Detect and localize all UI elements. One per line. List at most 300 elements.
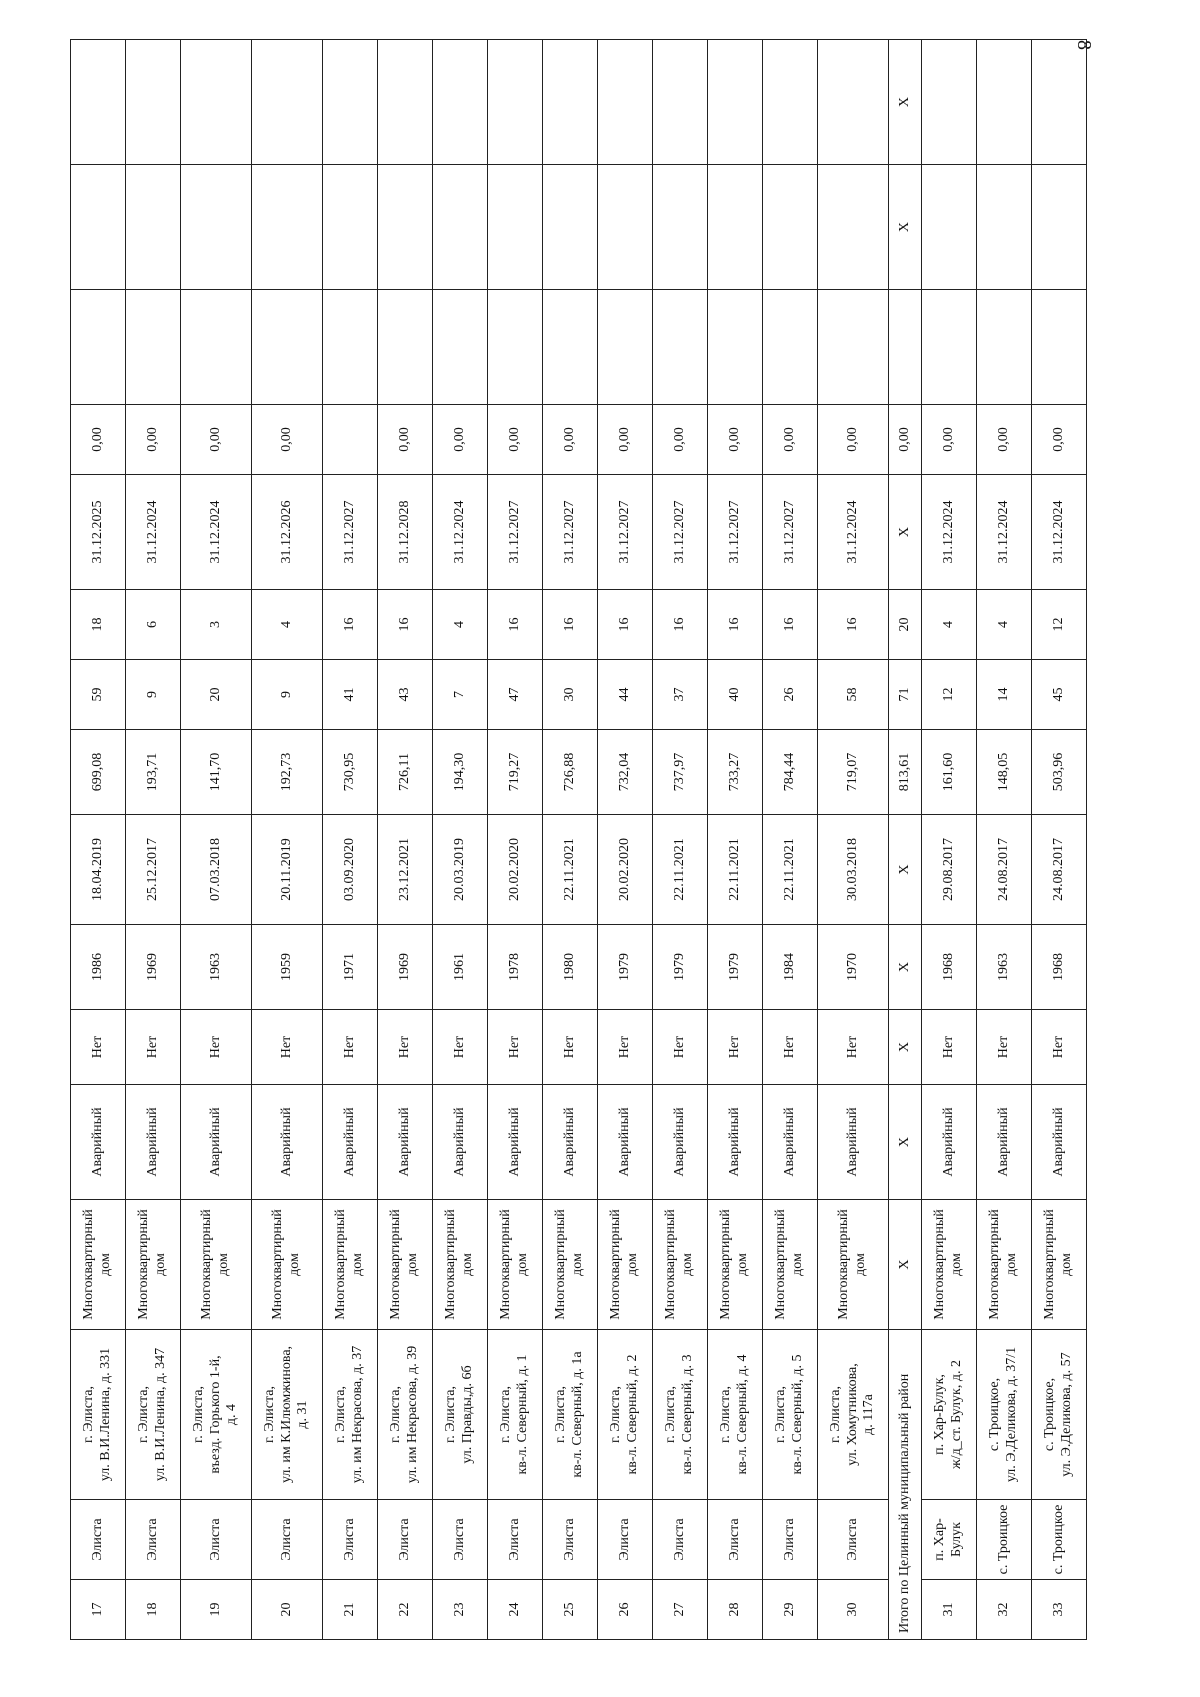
table-cell: 12 (1032, 590, 1087, 660)
table-cell: Элиста (653, 1500, 708, 1580)
table-cell: 732,04 (598, 730, 653, 815)
table-cell (378, 165, 433, 290)
table-row (1032, 40, 1087, 1640)
table-cell: 0,00 (763, 405, 818, 475)
table-cell: Нет (252, 1010, 323, 1085)
table-cell: Х (889, 1085, 922, 1200)
table-cell (763, 165, 818, 290)
table-cell: 726,11 (378, 730, 433, 815)
table-cell (252, 165, 323, 290)
table-cell: Многоквартирный дом (543, 1200, 598, 1330)
table-cell: 1980 (543, 925, 598, 1010)
table-cell: г. Элиста, кв-л. Северный, д. 4 (708, 1330, 763, 1500)
table-cell (433, 165, 488, 290)
table-cell: 1970 (818, 925, 889, 1010)
table-cell: 0,00 (71, 405, 126, 475)
table-cell: Х (889, 815, 922, 925)
table-cell: 9 (252, 660, 323, 730)
table-cell: Многоквартирный дом (1032, 1200, 1087, 1330)
table-cell: с. Троицкое, ул. Э.Деликова, д. 37/1 (977, 1330, 1032, 1500)
table-cell: 16 (653, 590, 708, 660)
table-cell: п. Хар-Булук (922, 1500, 977, 1580)
table-cell (1032, 40, 1087, 165)
table-cell: 59 (71, 660, 126, 730)
table-cell: 733,27 (708, 730, 763, 815)
table-cell: Аварийный (543, 1085, 598, 1200)
table-cell: 31.12.2024 (433, 475, 488, 590)
table-row (252, 40, 323, 1640)
table-cell: 40 (708, 660, 763, 730)
table-cell: Нет (543, 1010, 598, 1085)
table-row (488, 40, 543, 1640)
table-cell: 07.03.2018 (181, 815, 252, 925)
table-cell: 23 (433, 1580, 488, 1640)
table-cell: 1963 (181, 925, 252, 1010)
table-cell: 16 (763, 590, 818, 660)
table-cell: 18.04.2019 (71, 815, 126, 925)
table-cell: 813,61 (889, 730, 922, 815)
table-cell: г. Элиста, ул. им Некрасова, д. 37 (323, 1330, 378, 1500)
table-cell: 16 (708, 590, 763, 660)
table-cell: 31.12.2024 (977, 475, 1032, 590)
table-cell: Нет (922, 1010, 977, 1085)
table-cell: 58 (818, 660, 889, 730)
table-cell: 22.11.2021 (543, 815, 598, 925)
table-cell: 1969 (126, 925, 181, 1010)
table-cell: 41 (323, 660, 378, 730)
table-cell: 4 (252, 590, 323, 660)
table-cell (922, 40, 977, 165)
table-cell: 24.08.2017 (977, 815, 1032, 925)
table-cell: Элиста (71, 1500, 126, 1580)
table-cell: 25 (543, 1580, 598, 1640)
table-cell: 9 (126, 660, 181, 730)
table-cell: 23.12.2021 (378, 815, 433, 925)
table-cell (977, 165, 1032, 290)
table-cell: 31.12.2028 (378, 475, 433, 590)
table-cell: 31 (922, 1580, 977, 1640)
total-row (889, 40, 922, 1640)
table-cell: Многоквартирный дом (71, 1200, 126, 1330)
table-cell: 20 (181, 660, 252, 730)
table-cell: Нет (763, 1010, 818, 1085)
table-cell: Аварийный (252, 1085, 323, 1200)
table-cell: Аварийный (708, 1085, 763, 1200)
table-cell: г. Элиста, кв-л. Северный, д. 5 (763, 1330, 818, 1500)
table-cell (598, 165, 653, 290)
table-cell (708, 290, 763, 405)
table-cell: Аварийный (763, 1085, 818, 1200)
table-cell: Многоквартирный дом (181, 1200, 252, 1330)
table-cell (1032, 290, 1087, 405)
table-body (71, 40, 1087, 1640)
table-row (126, 40, 181, 1640)
table-cell (71, 165, 126, 290)
table-cell: 192,73 (252, 730, 323, 815)
table-cell: 31.12.2024 (818, 475, 889, 590)
table-cell: с. Троицкое (977, 1500, 1032, 1580)
table-cell (181, 40, 252, 165)
table-cell: Многоквартирный дом (252, 1200, 323, 1330)
table-cell (323, 40, 378, 165)
table-cell (126, 40, 181, 165)
table-cell: Нет (977, 1010, 1032, 1085)
table-cell: Многоквартирный дом (922, 1200, 977, 1330)
table-cell: 1963 (977, 925, 1032, 1010)
table-cell (488, 165, 543, 290)
table-cell (323, 405, 378, 475)
table-cell: Элиста (126, 1500, 181, 1580)
table-cell: 31.12.2027 (653, 475, 708, 590)
table-cell: 0,00 (653, 405, 708, 475)
table-cell: Нет (71, 1010, 126, 1085)
table-cell: Аварийный (598, 1085, 653, 1200)
table-cell: Нет (323, 1010, 378, 1085)
emergency-housing-table (70, 39, 1087, 1640)
table-cell: 22.11.2021 (708, 815, 763, 925)
table-cell: 32 (977, 1580, 1032, 1640)
table-cell: Нет (378, 1010, 433, 1085)
table-cell: 31.12.2027 (598, 475, 653, 590)
table-cell: г. Элиста, кв-л. Северный, д. 3 (653, 1330, 708, 1500)
table-cell: 22.11.2021 (763, 815, 818, 925)
table-cell (433, 290, 488, 405)
table-cell: 1978 (488, 925, 543, 1010)
table-cell: 25.12.2017 (126, 815, 181, 925)
table-cell: 737,97 (653, 730, 708, 815)
table-cell: 16 (543, 590, 598, 660)
table-cell: Многоквартирный дом (977, 1200, 1032, 1330)
table-cell: 03.09.2020 (323, 815, 378, 925)
table-cell: 0,00 (488, 405, 543, 475)
table-cell: 148,05 (977, 730, 1032, 815)
table-cell: Аварийный (818, 1085, 889, 1200)
table-cell: 0,00 (378, 405, 433, 475)
table-cell (378, 290, 433, 405)
table-cell: 31.12.2027 (543, 475, 598, 590)
table-cell: 18 (126, 1580, 181, 1640)
table-cell (323, 165, 378, 290)
table-cell: 141,70 (181, 730, 252, 815)
table-cell (488, 40, 543, 165)
table-cell: г. Элиста, ул. Хомутникова, д. 117а (818, 1330, 889, 1500)
table-cell: Элиста (543, 1500, 598, 1580)
table-cell: 194,30 (433, 730, 488, 815)
table-cell: 31.12.2024 (1032, 475, 1087, 590)
table-row (653, 40, 708, 1640)
table-cell: г. Элиста, ул. им К.Илюмжинова, д. 31 (252, 1330, 323, 1500)
table-cell: Элиста (378, 1500, 433, 1580)
table-cell: 33 (1032, 1580, 1087, 1640)
table-cell: Аварийный (1032, 1085, 1087, 1200)
table-cell: Многоквартирный дом (323, 1200, 378, 1330)
table-cell: 1969 (378, 925, 433, 1010)
table-cell (433, 40, 488, 165)
table-cell: Аварийный (323, 1085, 378, 1200)
table-cell: 31.12.2027 (323, 475, 378, 590)
table-row (598, 40, 653, 1640)
table-cell (818, 40, 889, 165)
table-cell (543, 40, 598, 165)
total-label: Итого по Целинный муниципальный район (889, 1330, 922, 1640)
table-row (433, 40, 488, 1640)
table-cell: 20 (252, 1580, 323, 1640)
table-cell: 30 (818, 1580, 889, 1640)
table-cell: 719,27 (488, 730, 543, 815)
table-cell: 29.08.2017 (922, 815, 977, 925)
table-cell: Х (889, 925, 922, 1010)
table-cell: 0,00 (252, 405, 323, 475)
table-cell (126, 165, 181, 290)
table-cell: Элиста (433, 1500, 488, 1580)
table-cell: Многоквартирный дом (378, 1200, 433, 1330)
table-cell: Аварийный (653, 1085, 708, 1200)
table-cell (977, 290, 1032, 405)
table-cell: 29 (763, 1580, 818, 1640)
table-cell: 0,00 (1032, 405, 1087, 475)
table-cell: 26 (598, 1580, 653, 1640)
table-cell: Аварийный (977, 1085, 1032, 1200)
table-cell: 0,00 (889, 405, 922, 475)
table-cell: Многоквартирный дом (598, 1200, 653, 1330)
table-cell: г. Элиста, ул. Правды,д. 6б (433, 1330, 488, 1500)
table-cell: п. Хар-Булук, ж/д_ст. Булук, д. 2 (922, 1330, 977, 1500)
table-cell: 31.12.2026 (252, 475, 323, 590)
table-cell: 31.12.2024 (181, 475, 252, 590)
table-cell (763, 40, 818, 165)
table-cell: 730,95 (323, 730, 378, 815)
table-cell: Нет (126, 1010, 181, 1085)
table-cell: Элиста (323, 1500, 378, 1580)
table-cell: 20 (889, 590, 922, 660)
table-cell: 0,00 (126, 405, 181, 475)
table-cell: 1979 (708, 925, 763, 1010)
table-row (708, 40, 763, 1640)
table-cell: 0,00 (818, 405, 889, 475)
table-cell: 24.08.2017 (1032, 815, 1087, 925)
table-cell: 16 (818, 590, 889, 660)
table-cell: 20.02.2020 (488, 815, 543, 925)
table-cell: г. Элиста, кв-л. Северный, д. 2 (598, 1330, 653, 1500)
table-cell: 22.11.2021 (653, 815, 708, 925)
table-cell: 4 (433, 590, 488, 660)
table-cell (818, 165, 889, 290)
table-cell: 503,96 (1032, 730, 1087, 815)
table-cell: 699,08 (71, 730, 126, 815)
table-cell: г. Элиста, ул. В.И.Ленина, д. 331 (71, 1330, 126, 1500)
table-cell: 30 (543, 660, 598, 730)
table-cell: 37 (653, 660, 708, 730)
table-cell: 7 (433, 660, 488, 730)
table-cell: 1971 (323, 925, 378, 1010)
table-cell: 1959 (252, 925, 323, 1010)
table-cell: с. Троицкое, ул. Э.Деликова, д. 57 (1032, 1330, 1087, 1500)
table-cell: 784,44 (763, 730, 818, 815)
table-cell (653, 40, 708, 165)
table-cell: 0,00 (433, 405, 488, 475)
table-cell (252, 40, 323, 165)
table-cell: 0,00 (181, 405, 252, 475)
table-cell: Аварийный (181, 1085, 252, 1200)
table-cell: Аварийный (126, 1085, 181, 1200)
table-cell: г. Элиста, ул. им Некрасова, д. 39 (378, 1330, 433, 1500)
table-cell: Аварийный (488, 1085, 543, 1200)
table-cell: Многоквартирный дом (818, 1200, 889, 1330)
table-cell: 12 (922, 660, 977, 730)
table-cell: 1968 (922, 925, 977, 1010)
table-cell: 1979 (598, 925, 653, 1010)
table-container (70, 40, 1074, 1640)
table-cell: 4 (922, 590, 977, 660)
table-cell: Нет (1032, 1010, 1087, 1085)
table-cell: 47 (488, 660, 543, 730)
table-row (378, 40, 433, 1640)
table-cell: 28 (708, 1580, 763, 1640)
table-cell: 24 (488, 1580, 543, 1640)
table-cell: Многоквартирный дом (126, 1200, 181, 1330)
table-cell: 1984 (763, 925, 818, 1010)
table-row (922, 40, 977, 1640)
table-cell (543, 165, 598, 290)
table-cell: 16 (378, 590, 433, 660)
table-cell: 0,00 (598, 405, 653, 475)
table-cell: 19 (181, 1580, 252, 1640)
table-cell: Многоквартирный дом (708, 1200, 763, 1330)
table-cell: 31.12.2027 (763, 475, 818, 590)
table-cell (818, 290, 889, 405)
table-cell: Нет (818, 1010, 889, 1085)
table-cell: Элиста (252, 1500, 323, 1580)
table-cell (323, 290, 378, 405)
table-cell: Нет (653, 1010, 708, 1085)
table-cell: 27 (653, 1580, 708, 1640)
table-cell (181, 165, 252, 290)
table-cell: 1961 (433, 925, 488, 1010)
table-cell: Аварийный (378, 1085, 433, 1200)
table-cell: Аварийный (922, 1085, 977, 1200)
table-cell: 1968 (1032, 925, 1087, 1010)
table-cell (126, 290, 181, 405)
table-cell (252, 290, 323, 405)
table-cell: Многоквартирный дом (433, 1200, 488, 1330)
table-cell (708, 165, 763, 290)
table-cell: Элиста (763, 1500, 818, 1580)
table-cell (922, 165, 977, 290)
table-cell: 20.02.2020 (598, 815, 653, 925)
table-cell: Х (889, 1200, 922, 1330)
table-cell: 0,00 (922, 405, 977, 475)
table-cell: 31.12.2024 (126, 475, 181, 590)
table-cell (977, 40, 1032, 165)
table-row (543, 40, 598, 1640)
table-cell: 1979 (653, 925, 708, 1010)
table-cell: 14 (977, 660, 1032, 730)
table-cell: Нет (708, 1010, 763, 1085)
table-cell: Элиста (708, 1500, 763, 1580)
table-cell: г. Элиста, ул. В.И.Ленина, д. 347 (126, 1330, 181, 1500)
table-cell (763, 290, 818, 405)
table-cell (653, 290, 708, 405)
table-row (818, 40, 889, 1640)
table-cell: 20.11.2019 (252, 815, 323, 925)
table-cell: 161,60 (922, 730, 977, 815)
table-cell: 17 (71, 1580, 126, 1640)
table-cell: 71 (889, 660, 922, 730)
table-cell (378, 40, 433, 165)
table-cell: 0,00 (977, 405, 1032, 475)
table-cell: Х (889, 40, 922, 165)
table-cell: г. Элиста, въезд. Горького 1-й, д. 4 (181, 1330, 252, 1500)
table-cell: 26 (763, 660, 818, 730)
table-row (977, 40, 1032, 1640)
table-cell: Элиста (488, 1500, 543, 1580)
table-cell: 0,00 (708, 405, 763, 475)
table-cell (653, 165, 708, 290)
table-cell: Х (889, 165, 922, 290)
table-cell (1032, 165, 1087, 290)
table-cell: Многоквартирный дом (488, 1200, 543, 1330)
table-cell: 31.12.2027 (488, 475, 543, 590)
table-cell (598, 290, 653, 405)
table-cell: 193,71 (126, 730, 181, 815)
table-cell: г. Элиста, кв-л. Северный, д. 1а (543, 1330, 598, 1500)
table-cell (488, 290, 543, 405)
table-cell: г. Элиста, кв-л. Северный, д. 1 (488, 1330, 543, 1500)
table-cell: Нет (598, 1010, 653, 1085)
table-cell: Нет (181, 1010, 252, 1085)
table-cell: 31.12.2025 (71, 475, 126, 590)
table-cell: 1986 (71, 925, 126, 1010)
table-cell (598, 40, 653, 165)
table-cell: Элиста (181, 1500, 252, 1580)
table-cell: 3 (181, 590, 252, 660)
table-cell: 31.12.2027 (708, 475, 763, 590)
table-cell: 16 (323, 590, 378, 660)
table-cell: 726,88 (543, 730, 598, 815)
table-cell (922, 290, 977, 405)
table-cell: Аварийный (433, 1085, 488, 1200)
table-cell (708, 40, 763, 165)
table-cell: 18 (71, 590, 126, 660)
table-cell: 31.12.2024 (922, 475, 977, 590)
table-cell: 6 (126, 590, 181, 660)
table-cell: Многоквартирный дом (763, 1200, 818, 1330)
table-cell: 16 (488, 590, 543, 660)
table-cell: Нет (433, 1010, 488, 1085)
table-cell: 20.03.2019 (433, 815, 488, 925)
table-cell (543, 290, 598, 405)
table-cell: 30.03.2018 (818, 815, 889, 925)
table-cell: Элиста (818, 1500, 889, 1580)
table-cell: 21 (323, 1580, 378, 1640)
table-cell: Аварийный (71, 1085, 126, 1200)
table-row (763, 40, 818, 1640)
table-cell: 44 (598, 660, 653, 730)
table-cell: 719,07 (818, 730, 889, 815)
table-cell: 0,00 (543, 405, 598, 475)
table-row (181, 40, 252, 1640)
table-cell: 4 (977, 590, 1032, 660)
table-row (323, 40, 378, 1640)
table-cell: Х (889, 475, 922, 590)
table-cell: Нет (488, 1010, 543, 1085)
table-cell: Х (889, 1010, 922, 1085)
table-cell: 45 (1032, 660, 1087, 730)
table-cell (889, 290, 922, 405)
table-cell (71, 290, 126, 405)
table-cell: Элиста (598, 1500, 653, 1580)
table-cell: с. Троицкое (1032, 1500, 1087, 1580)
